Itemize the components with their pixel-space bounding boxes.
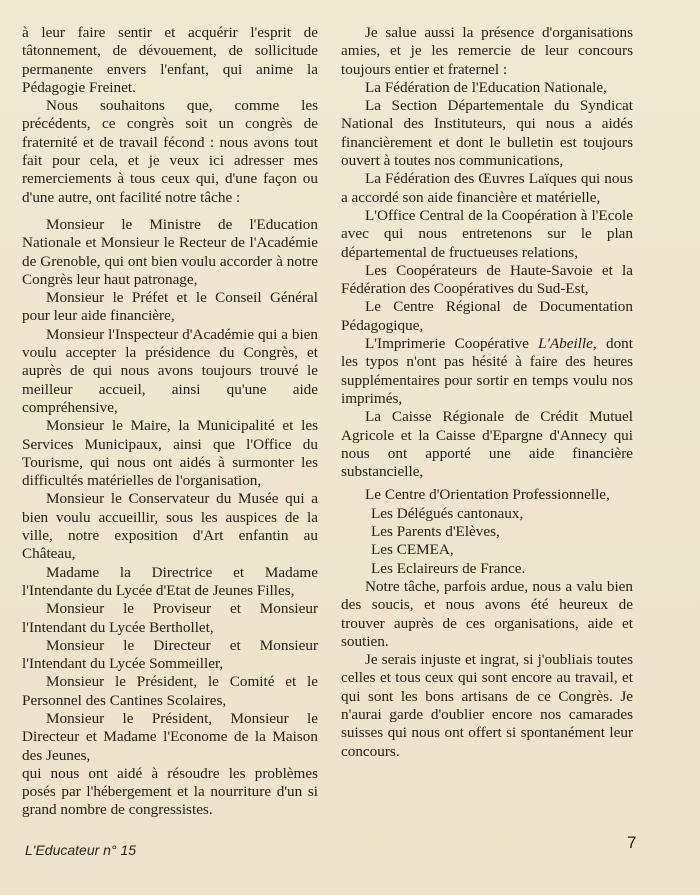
list-item: Les Parents d'Elèves, — [371, 523, 500, 541]
paragraph: Monsieur l'Inspecteur d'Académie qui a bien voulu accepter la présidence du Congrès, et auprès de qui nous avons toujours trouvé le meilleur accueil, ainsi qu'une aide compréhensive, — [22, 325, 318, 416]
paragraph: La Section Départementale du Syndicat National des Instituteurs, qui nous a aidés financièrement et dont le bulletin est toujours ouvert à toutes nos communications, — [341, 97, 633, 170]
left-column — [22, 24, 318, 820]
italic-title: L'Abeille — [538, 335, 593, 353]
journal-footer: L'Educateur n° 15 — [25, 842, 137, 858]
paragraph: La Caisse Régionale de Crédit Mutuel Agricole et la Caisse d'Epargne d'Annecy qui nous ont apporté une aide financière substancielle, — [341, 408, 633, 481]
paragraph: Monsieur le Maire, la Municipalité et les Services Municipaux, ainsi que l'Office du Tourisme, qui nous ont aidés à surmonter les difficultés matérielles de l'organisation, — [22, 417, 318, 490]
paragraph: Le Centre d'Orientation Professionnelle, — [365, 486, 610, 504]
right-column — [341, 24, 633, 761]
page-number: 7 — [627, 833, 637, 852]
text-run: L'Imprimerie Coopérative — [365, 335, 539, 353]
paragraph: Monsieur le Préfet et le Conseil Général pour leur aide financière, — [22, 289, 318, 325]
text-run: , dont les typos n'ont pas hésité à faire des heures supplémentaires pour sortir en temps voulu nos imprimés, — [341, 335, 633, 407]
paragraph: à leur faire sentir et acquérir l'esprit de tâtonnement, de dévouement, de sollicitude permanente envers l'enfant, qui anime la Pédagogie Freinet. — [22, 24, 318, 96]
paragraph: Monsieur le Ministre de l'Education Nationale et Monsieur le Recteur de l'Académie de Grenoble, qui ont bien voulu accorder à notre Congrès leur haut patronage, — [22, 215, 318, 288]
paragraph: Monsieur le Président, le Comité et le Personnel des Cantines Scolaires, — [22, 673, 318, 709]
paragraph: Nous souhaitons que, comme les précédents, ce congrès soit un congrès de fraternité et de travail fécond : nous avons tout fait pour cela, et je veux ici adresser mes remerciements à tous ceux qui, d'une façon ou d'une autre, ont facilité notre tâche : — [22, 97, 318, 206]
paragraph: Les Coopérateurs de Haute-Savoie et la Fédération des Coopératives du Sud-Est, — [341, 261, 633, 298]
paragraph: Le Centre Régional de Documentation Pédagogique, — [341, 298, 633, 334]
paragraph: L'Office Central de la Coopération à l'Ecole avec qui nous entretenons sur le plan départemental de fructueuses relations, — [341, 206, 633, 261]
paragraph: qui nous ont aidé à résoudre les problèmes posés par l'hébergement et la nourriture d'un si grand nombre de congressistes. — [22, 764, 318, 819]
paragraph — [341, 335, 633, 408]
list-item: Les Eclaireurs de France. — [371, 559, 526, 577]
paragraph: Monsieur le Président, Monsieur le Directeur et Madame l'Econome de la Maison des Jeunes, — [22, 709, 318, 764]
list-item: Les CEMEA, — [371, 541, 454, 559]
paragraph: La Fédération des Œuvres Laïques qui nous a accordé son aide financière et matérielle, — [341, 170, 633, 206]
paragraph: Monsieur le Conservateur du Musée qui a bien voulu accueillir, sous les auspices de la ville, notre exposition d'Art enfantin au Château, — [22, 490, 318, 563]
list-item: Les Délégués cantonaux, — [371, 504, 524, 522]
paragraph: Je salue aussi la présence d'organisations amies, et je les remercie de leur concours toujours entier et fraternel : — [341, 24, 633, 78]
paragraph: Monsieur le Directeur et Monsieur l'Intendant du Lycée Sommeiller, — [22, 636, 318, 673]
paragraph: Madame la Directrice et Madame l'Intendante du Lycée d'Etat de Jeunes Filles, — [22, 563, 318, 599]
paragraph: Monsieur le Proviseur et Monsieur l'Intendant du Lycée Berthollet, — [22, 600, 318, 636]
paragraph: Notre tâche, parfois ardue, nous a valu bien des soucis, et nous avons été heureux de trouver auprès de ces organisations, aide et soutien. — [341, 577, 633, 650]
paragraph: Je serais injuste et ingrat, si j'oubliais toutes celles et tous ceux qui sont encore au travail, et qui sont les bons artisans de ce Congrès. Je n'aurai garde d'oublier encore nos camarades suisses qui nous ont offert si spontanément leur concours. — [341, 651, 633, 760]
paragraph: La Fédération de l'Education Nationale, — [365, 78, 607, 96]
